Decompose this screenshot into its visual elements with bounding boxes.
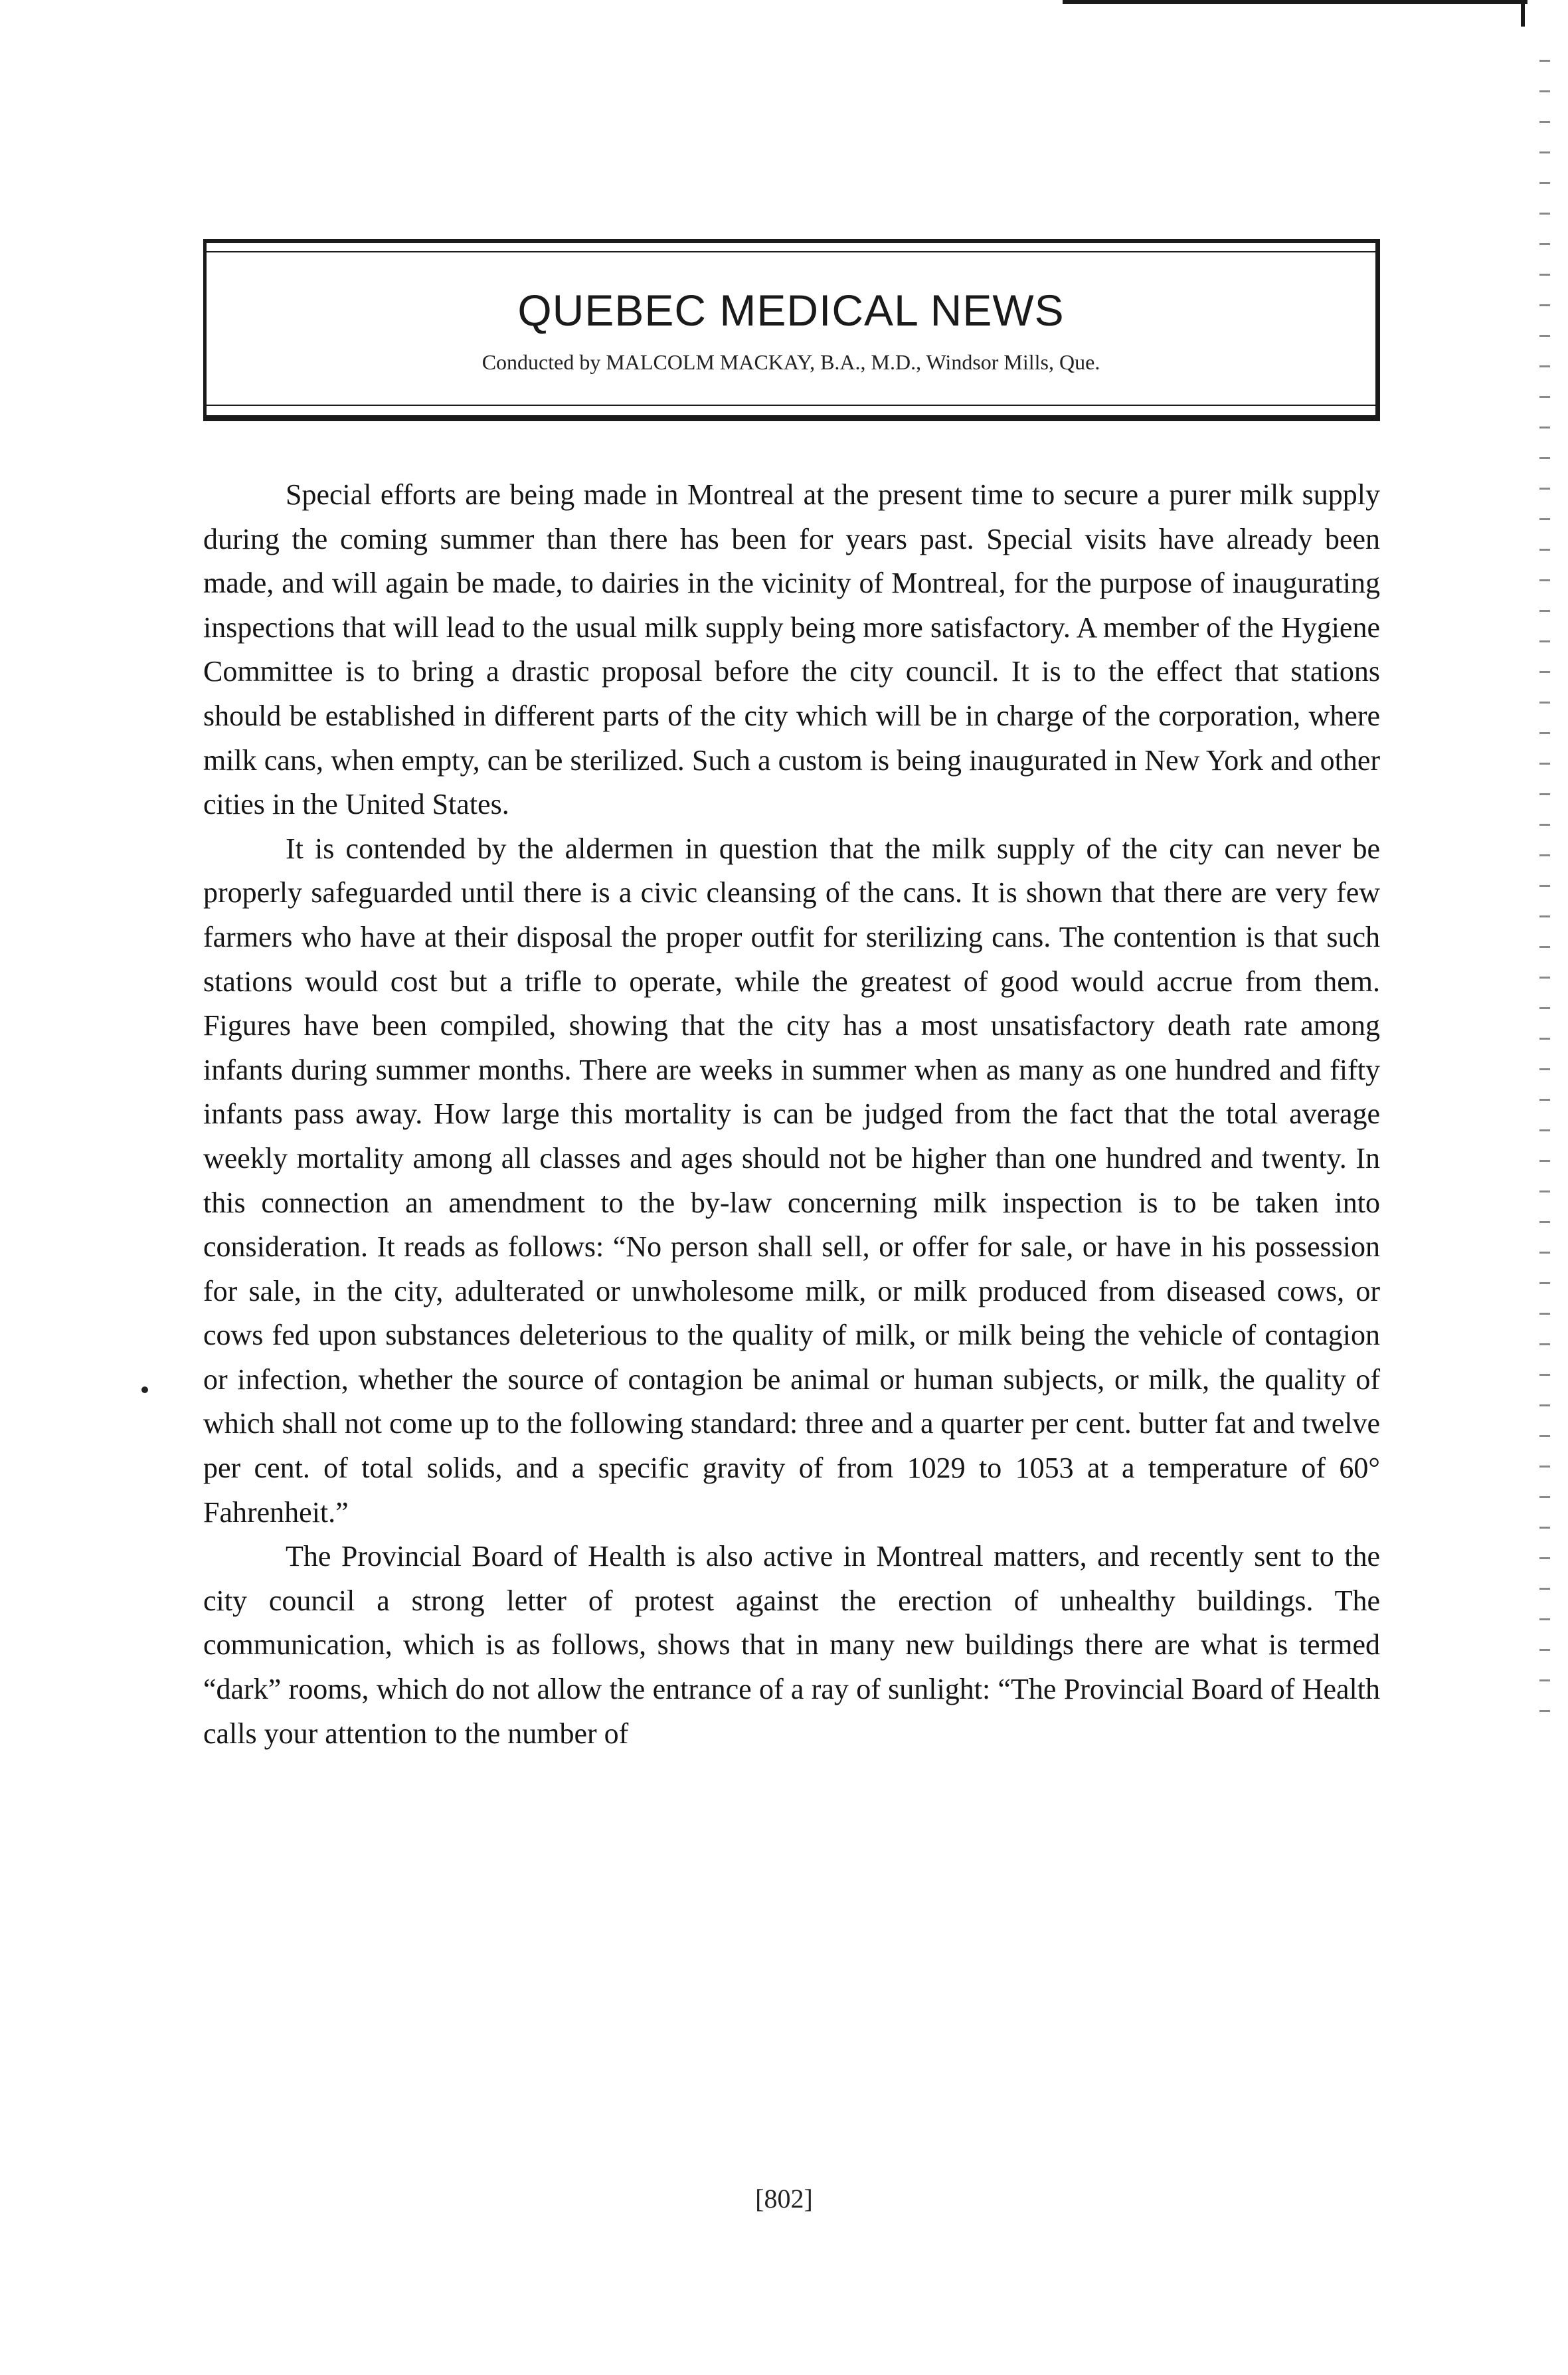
section-byline: Conducted by MALCOLM MACKAY, B.A., M.D., Windsor Mills, Que. <box>481 350 1100 374</box>
section-title: QUEBEC MEDICAL NEWS <box>517 286 1065 335</box>
section-header-box <box>203 239 1380 421</box>
article-body <box>203 473 1380 1756</box>
top-edge-tick <box>1521 0 1525 27</box>
margin-scan-marks <box>1539 60 1550 1721</box>
paragraph-1: Special efforts are being made in Montreal at the present time to secure a purer milk supply during the coming summer than there has been for years past. Special visits have already been made, and will again be made, to dairies in the vicinity of Montreal, for the purpose of inaugurating inspections that will lead to the usual milk supply being more satisfactory. A member of the Hygiene Committee is to bring a drastic proposal before the city council. It is to the effect that stations should be established in different parts of the city which will be in charge of the corporation, where milk cans, when empty, can be sterilized. Such a custom is being inaugurated in New York and other cities in the United States. <box>203 478 1380 821</box>
paragraph-2: It is contended by the aldermen in question that the milk supply of the city can never be properly safeguarded until there is a civic cleansing of the cans. It is shown that there are very few farmers who have at their disposal the proper outfit for sterilizing cans. The contention is that such stations would cost but a trifle to operate, while the greatest of good would accrue from them. Figures have been compiled, showing that the city has a most unsatisfactory death rate among infants during summer months. There are weeks in summer when as many as one hundred and fifty infants pass away. How large this mortality is can be judged from the fact that the total average weekly mortality among all classes and ages should not be higher than one hundred and twenty. In this connection an amendment to the by-law concerning milk inspection is to be taken into consideration. It reads as follows: “No person shall sell, or offer for sale, or have in his possession for sale, in the city, adulterated or unwholesome milk, or milk produced from diseased cows, or cows fed upon substances deleterious to the quality of milk, or milk being the vehicle of contagion or infection, whether the source of contagion be animal or human subjects, or milk, the quality of which shall not come up to the following standard: three and a quarter per cent. butter fat and twelve per cent. of total solids, and a specific gravity of from 1029 to 1053 at a temperature of 60° Fahrenheit.” <box>203 832 1380 1529</box>
top-edge-rule <box>1063 0 1527 4</box>
page-number: [802] <box>755 2184 813 2214</box>
paragraph-3: The Provincial Board of Health is also active in Montreal matters, and recently sent to the city council a strong letter of protest against the erection of unhealthy buildings. The communication, which is as follows, shows that in many new buildings there are what is termed “dark” rooms, which do not allow the entrance of a ray of sunlight: “The Provincial Board of Health calls your attention to the number of <box>203 1540 1380 1750</box>
margin-bullet-mark <box>141 1386 148 1393</box>
